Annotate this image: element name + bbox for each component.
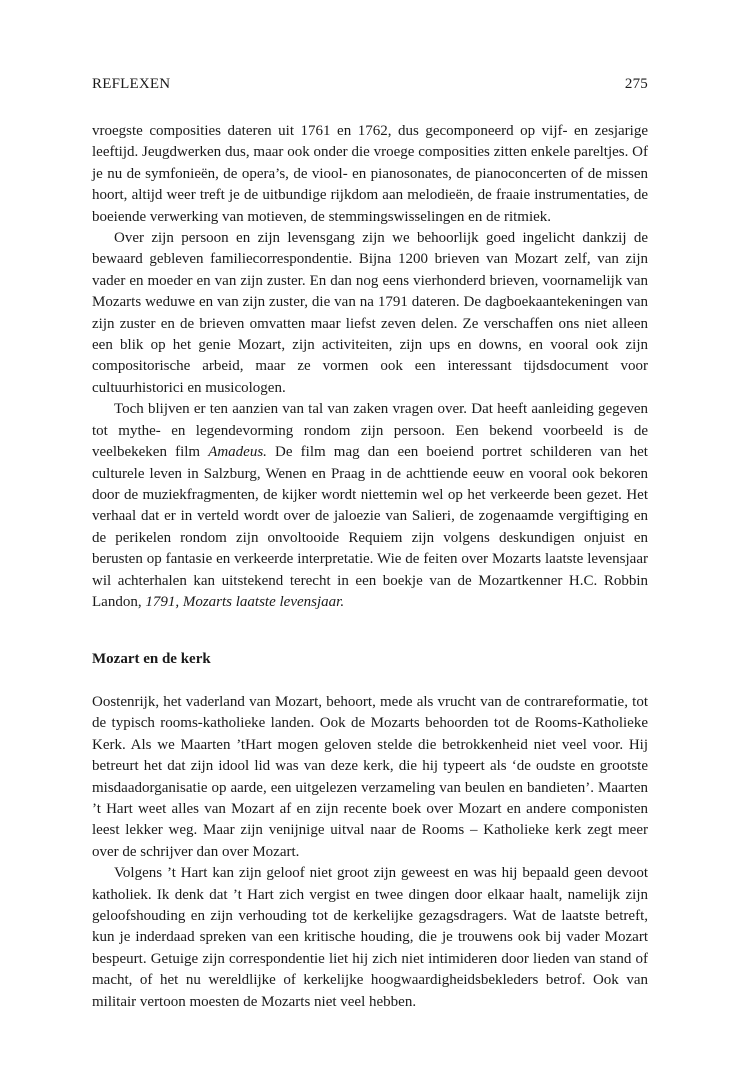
paragraph: Volgens ’t Hart kan zijn geloof niet groot zijn geweest en was hij bepaald geen devoot katholiek. Ik denk dat ’t Hart zich vergist en twee dingen door elkaar haalt, namelijk zijn geloofshouding en zijn verhouding tot de kerkelijke gezagsdragers. Wat de laatste betreft, kun je inderdaad spreken van een kritische houding, die je trouwens ook bij vader Mozart bespeurt. Getuige zijn correspondentie liet hij zich niet intimideren door lieden van stand of macht, of het nu wereldlijke of kerkelijke hoogwaardigheidsbekleders betrof. Ook van militair vertoon moesten de Mozarts niet veel hebben.	[92, 865, 648, 1010]
body-text-part-2	[92, 692, 648, 1013]
paragraph: Oostenrijk, het vaderland van Mozart, behoort, mede als vrucht van de contrareformatie, tot de typisch rooms-katholieke landen. Ook de Mozarts behoorden tot de Rooms-Katholieke Kerk. Als we Maarten ’tHart mogen geloven stelde die betrokkenheid niet veel voor. Hij betreurt het dat zijn idool lid was van deze kerk, die hij typeert als ‘de oudste en grootste misdaadorganisatie op aarde, een uitgelezen verzameling van beulen en bandieten’. Maarten ’t Hart weet alles van Mozart af en zijn recente boek over Mozart en andere componisten leest lekker weg. Maar zijn venijnige uitval naar de Rooms – Katholieke kerk zegt meer over de schrijver dan over Mozart.	[92, 694, 648, 860]
film-title: Amadeus.	[208, 444, 267, 461]
paragraph	[92, 399, 648, 613]
running-title: REFLEXEN	[92, 76, 171, 92]
paragraph-text: De film mag dan een boeiend portret schilderen van het culturele leven in Salzburg, Wenen en Praag in de achttiende eeuw en vooral ook bekoren door de muziekfragmenten, de kijker wordt niettemin wel op het verkeerde been gezet. Het verhaal dat er in verteld wordt over de jaloezie van Salieri, de zogenaamde vergiftiging en de perikelen rondom zijn onvoltooide Requiem zijn volgens deskundigen onjuist en berusten op fantasie en verkeerde interpretatie. Wie de feiten over Mozarts laatste levensjaar wil achterhalen kan uitstekend terecht in een boekje van de Mozartkenner H.C. Robbin Landon,	[92, 444, 648, 610]
book-title: 1791, Mozarts laatste levensjaar.	[145, 593, 345, 610]
running-head	[92, 76, 648, 96]
page-number: 275	[624, 76, 648, 92]
body-text-part-1	[92, 121, 648, 613]
paragraph: Over zijn persoon en zijn levensgang zijn we behoorlijk goed ingelicht dankzij de bewaard gebleven familiecorrespondentie. Bijna 1200 brieven van Mozart zelf, van zijn vader en moeder en van zijn zuster. En dan nog eens vierhonderd brieven, voornamelijk van Mozarts weduwe en van zijn zuster, die van na 1791 dateren. De dagboekaantekeningen van zijn zuster en de brieven omvatten maar liefst zeven delen. Ze verschaffen ons niet alleen een blik op het genie Mozart, zijn activiteiten, zijn ups en downs, en vooral ook zijn compositorische arbeid, maar ze vormen ook een interessant tijdsdocument voor cultuurhistorici en musicologen.	[92, 230, 648, 396]
paragraph-text: Toch blijven er ten aanzien van tal van zaken vragen over. Dat heeft aanleiding gegeven tot mythe- en legendevorming rondom zijn persoon. Een bekend voorbeeld is de veelbekeken film	[92, 401, 648, 461]
paragraph: vroegste composities dateren uit 1761 en 1762, dus gecomponeerd op vijf- en zesjarige leeftijd. Jeugdwerken dus, maar ook onder die vroege composities zitten enkele pareltjes. Of je nu de symfonieën, de opera’s, de viool- en pianosonates, de pianoconcerten of de missen hoort, altijd weer treft je de uitbundige rijkdom aan melodieën, de fraaie instrumentaties, de boeiende verwerking van motieven, de stemmingswisselingen en de ritmiek.	[92, 123, 648, 225]
section-heading: Mozart en de kerk	[92, 651, 211, 667]
